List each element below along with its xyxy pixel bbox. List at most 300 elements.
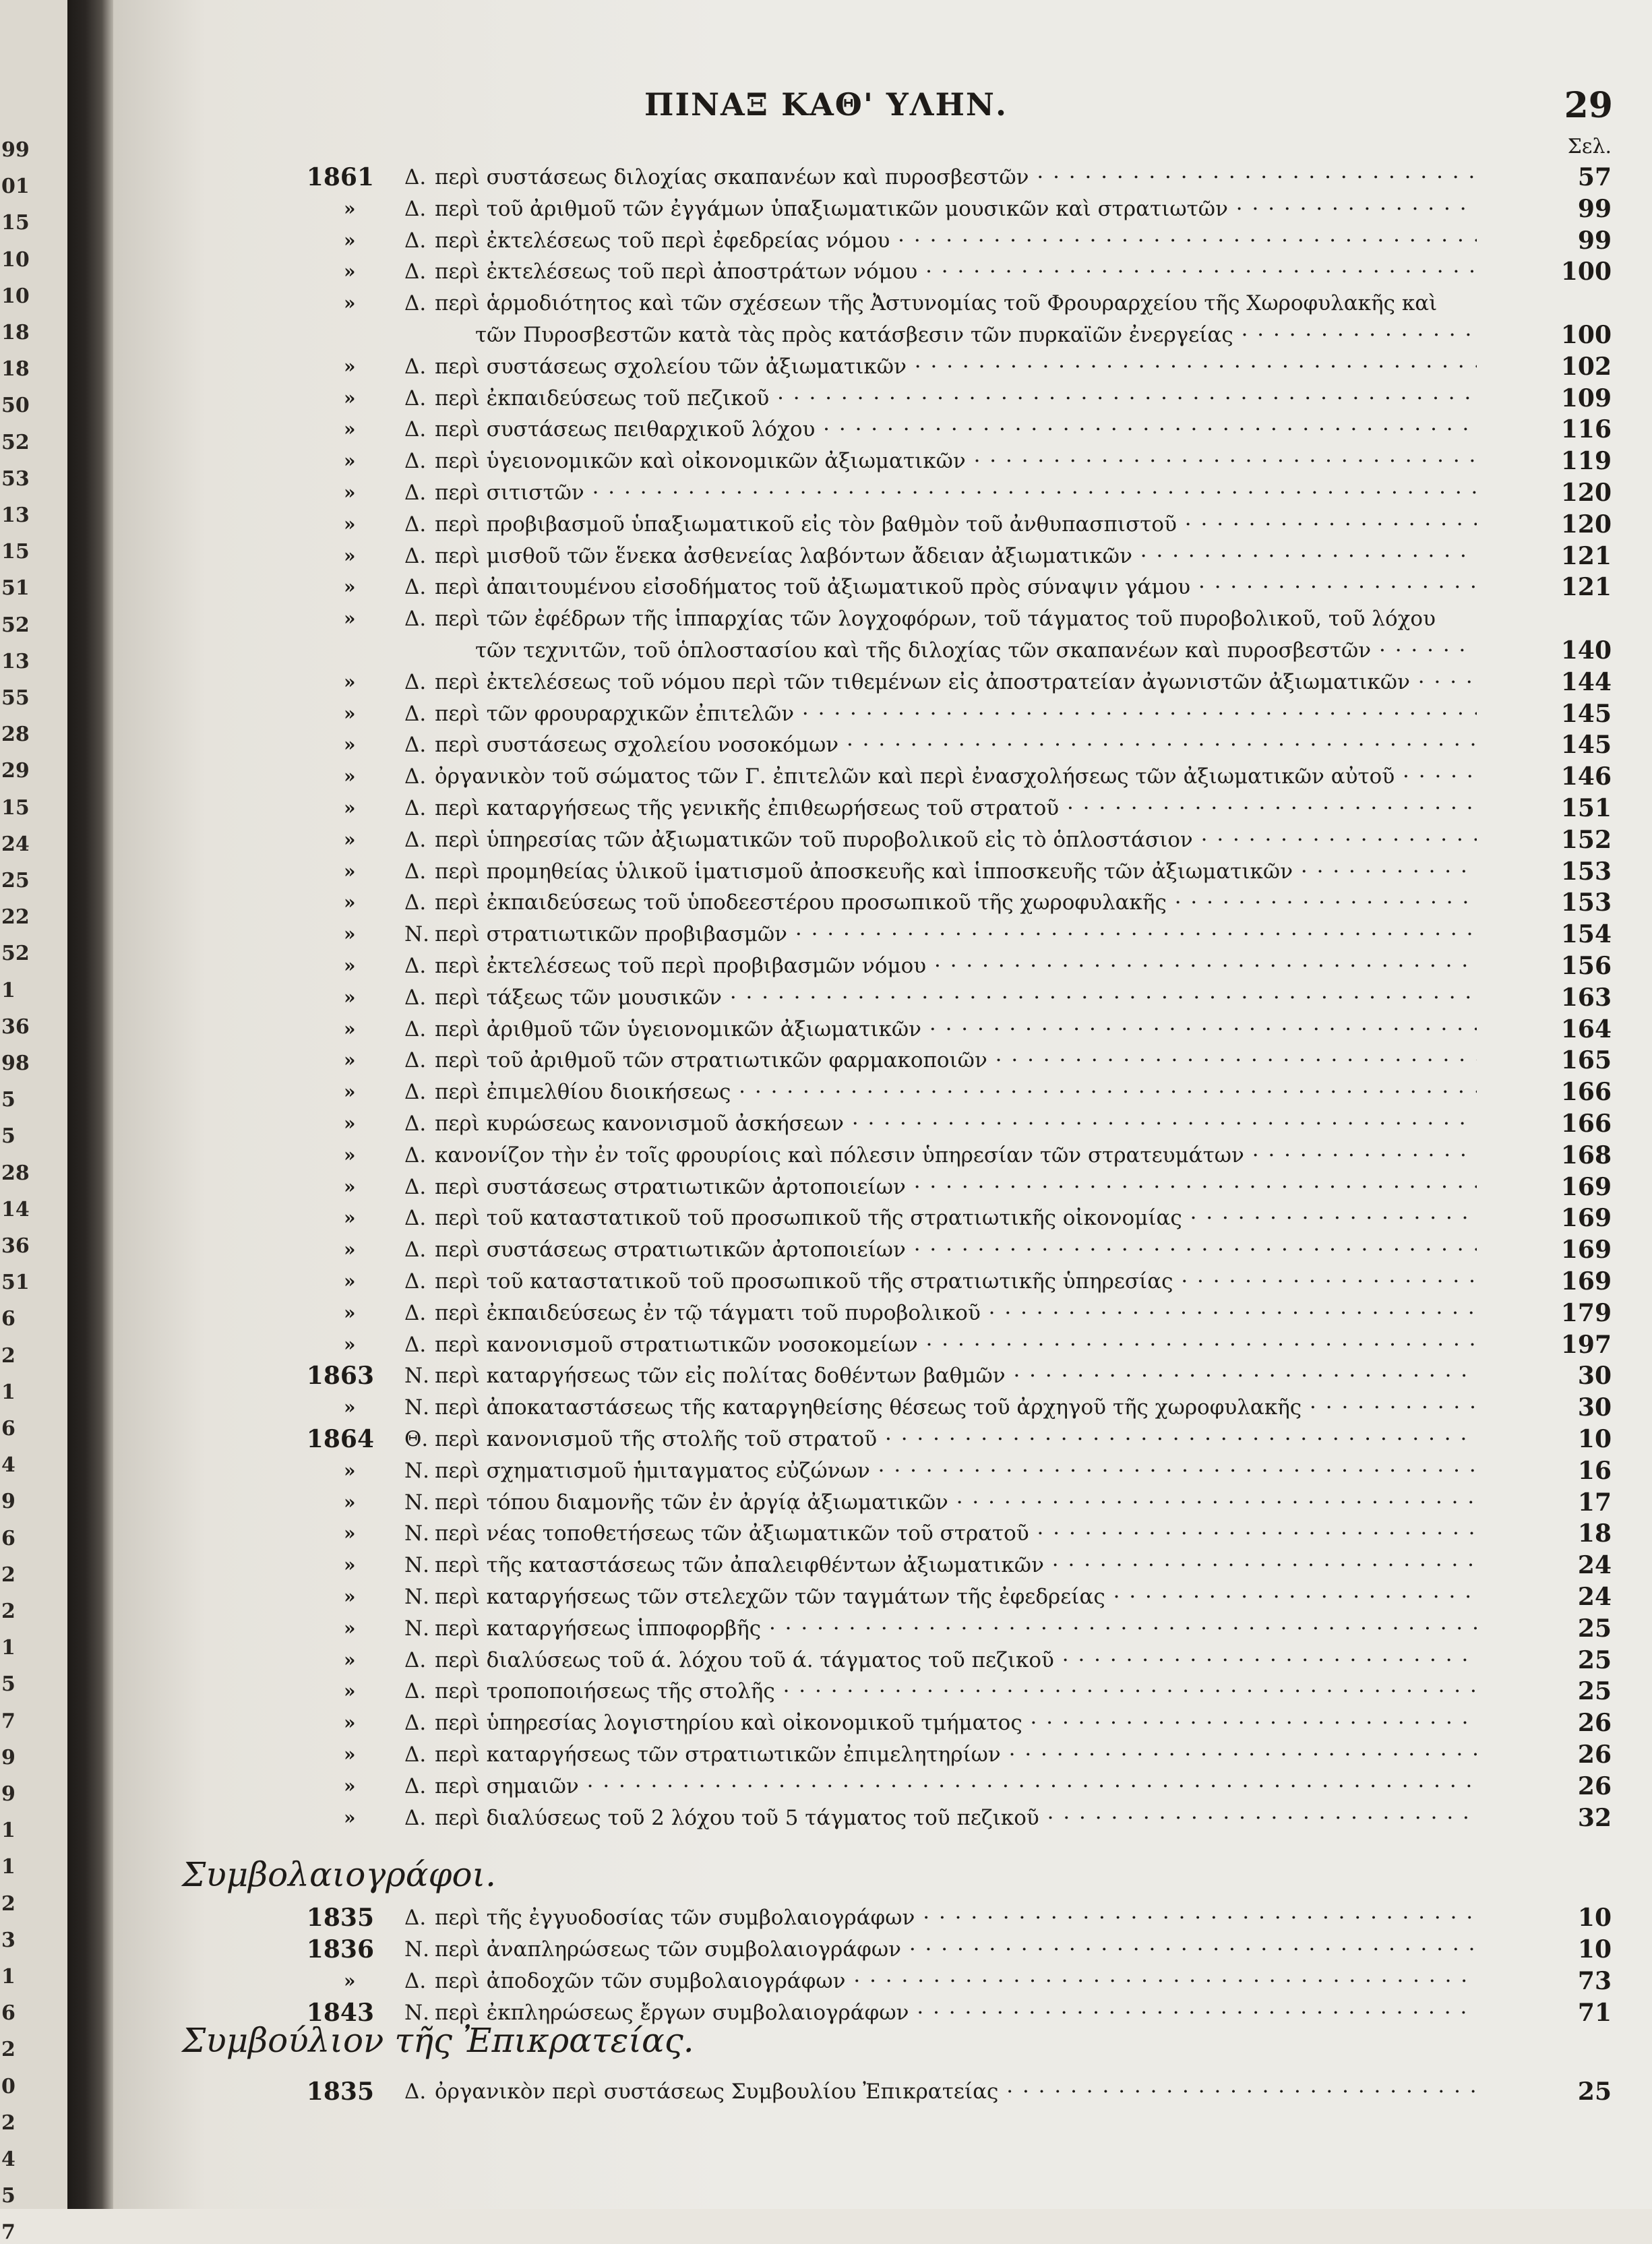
- entry-page: 26: [1577, 1771, 1612, 1800]
- entry-page: 25: [1577, 1677, 1612, 1706]
- margin-number: 13: [1, 504, 30, 527]
- entry-description: περὶ τοῦ ἀριθμοῦ τῶν ἐγγάμων ὑπαξιωματικῶν μουσικῶν καὶ στρατιωτῶν · · ·: [435, 193, 1477, 224]
- entry-description: περὶ συστάσεως σχολείου νοσοκόμων · · ·: [435, 729, 1477, 760]
- ditto-mark: »: [344, 1743, 356, 1765]
- margin-number: 1: [1, 1380, 16, 1404]
- entry-description: περὶ ὑπηρεσίας λογιστηρίου καὶ οἰκονομικοῦ τμήματος · · ·: [435, 1707, 1477, 1738]
- index-entry: [0, 2076, 1652, 2107]
- entry-page: 151: [1560, 794, 1612, 822]
- entry-description: περὶ τάξεως τῶν μουσικῶν · · ·: [435, 982, 1477, 1013]
- ditto-mark: »: [344, 1522, 356, 1545]
- index-entry: [0, 603, 1652, 634]
- index-entry: [0, 1108, 1652, 1139]
- index-entry: [0, 1707, 1652, 1738]
- act-type: Δ.: [404, 196, 427, 221]
- ditto-mark: »: [344, 797, 356, 819]
- index-entry: [0, 162, 1652, 193]
- entry-description: περὶ ἐκτελέσεως τοῦ περὶ προβιβασμῶν νόμου · · ·: [435, 950, 1477, 981]
- entry-description: περὶ μισθοῦ τῶν ἕνεκα ἀσθενείας λαβόντων ἄδειαν ἀξιωματικῶν · · ·: [435, 541, 1477, 572]
- index-entry: [0, 1360, 1652, 1391]
- ditto-mark: »: [344, 1806, 356, 1829]
- margin-number: 29: [1, 759, 30, 783]
- index-entry: [0, 667, 1652, 698]
- entry-description: περὶ ἐκπληρώσεως ἔργων συμβολαιογράφων · · ·: [435, 1997, 1477, 2028]
- entry-description: περὶ ἀπαιτουμένου εἰσοδήματος τοῦ ἀξιωματικοῦ πρὸς σύναψιν γάμου · · ·: [435, 572, 1477, 603]
- entry-description: ὀργανικὸν τοῦ σώματος τῶν Γ. ἐπιτελῶν καὶ περὶ ἐνασχολήσεως τῶν ἀξιωματικῶν αὐτοῦ · · ·: [435, 761, 1477, 792]
- entry-year: 1863: [306, 1362, 374, 1391]
- act-type: Δ.: [404, 354, 427, 379]
- entry-description: περὶ ἐκπαιδεύσεως τοῦ πεζικοῦ · · ·: [435, 383, 1477, 414]
- entry-description: περὶ στρατιωτικῶν προβιβασμῶν · · ·: [435, 919, 1477, 950]
- act-type: Δ.: [404, 1805, 427, 1830]
- entry-page: 10: [1577, 1425, 1612, 1453]
- index-entry: [0, 761, 1652, 792]
- margin-number: 9: [1, 1782, 16, 1806]
- entry-description: περὶ καταργήσεως ἱπποφορβῆς · · ·: [435, 1613, 1477, 1644]
- entry-page: 169: [1560, 1236, 1612, 1265]
- index-entry: [0, 1203, 1652, 1234]
- entry-page: 99: [1577, 194, 1612, 223]
- index-entry: [0, 1329, 1652, 1360]
- entry-page: 179: [1560, 1298, 1612, 1327]
- ditto-mark: »: [344, 607, 356, 630]
- entry-description: περὶ κανονισμοῦ τῆς στολῆς τοῦ στρατοῦ · · ·: [435, 1424, 1477, 1455]
- index-entry: [0, 414, 1652, 445]
- entry-page: 145: [1560, 731, 1612, 760]
- entry-description: περὶ ἁρμοδιότητος καὶ τῶν σχέσεων τῆς Ἀστυνομίας τοῦ Φρουραρχείου τῆς Χωροφυλακῆς καὶ: [435, 291, 1438, 316]
- entry-description: περὶ ἐκτελέσεως τοῦ περὶ ἀποστράτων νόμου · · ·: [435, 256, 1477, 287]
- entry-page: 116: [1560, 415, 1612, 444]
- act-type: Δ.: [404, 1017, 427, 1041]
- act-type: Δ.: [404, 543, 427, 568]
- entry-page: 144: [1560, 667, 1612, 696]
- index-entry: [0, 729, 1652, 760]
- entry-page: 169: [1560, 1204, 1612, 1233]
- page-number: 29: [1564, 85, 1613, 126]
- act-type: Δ.: [404, 1112, 427, 1136]
- entry-description: περὶ ἐκτελέσεως τοῦ περὶ ἐφεδρείας νόμου · · ·: [435, 225, 1477, 256]
- index-entry: [0, 572, 1652, 603]
- entry-description: περὶ σημαιῶν · · ·: [435, 1771, 1477, 1802]
- margin-number: 7: [1, 2220, 16, 2244]
- entry-description: περὶ διαλύσεως τοῦ 2 λόχου τοῦ 5 τάγματος τοῦ πεζικοῦ · · ·: [435, 1802, 1477, 1833]
- entry-description: ὀργανικὸν περὶ συστάσεως Συμβουλίου Ἐπικρατείας · · ·: [435, 2076, 1477, 2107]
- entry-description: περὶ τοῦ καταστατικοῦ τοῦ προσωπικοῦ τῆς στρατιωτικῆς οἰκονομίας · · ·: [435, 1203, 1477, 1234]
- entry-page: 109: [1560, 384, 1612, 413]
- index-entry: [0, 824, 1652, 855]
- margin-number: 22: [1, 905, 30, 930]
- margin-number: 52: [1, 613, 30, 637]
- index-entry: [0, 1045, 1652, 1076]
- ditto-mark: »: [344, 1711, 356, 1734]
- index-entry: [0, 256, 1652, 287]
- entry-page: 140: [1560, 636, 1612, 665]
- index-entry: [0, 919, 1652, 950]
- entry-description: περὶ ἀναπληρώσεως τῶν συμβολαιογράφων · · ·: [435, 1934, 1477, 1965]
- act-type: Δ.: [404, 859, 427, 884]
- margin-number: 6: [1, 1307, 16, 1331]
- index-entry: [0, 793, 1652, 824]
- entry-description: κανονίζον τὴν ἐν τοῖς φρουρίοις καὶ πόλεσιν ὑπηρεσίαν τῶν στρατευμάτων · · ·: [435, 1140, 1477, 1171]
- entry-page: 24: [1577, 1551, 1612, 1580]
- act-type: Δ.: [404, 954, 427, 978]
- index-entry: [0, 1771, 1652, 1802]
- index-entry: [0, 288, 1652, 319]
- index-entry: [0, 541, 1652, 572]
- ditto-mark: »: [344, 1207, 356, 1230]
- act-type: Δ.: [404, 449, 427, 474]
- act-type: Δ.: [404, 701, 427, 726]
- margin-number: 99: [1, 138, 30, 162]
- ditto-mark: »: [344, 1112, 356, 1134]
- entry-description: περὶ καταργήσεως τῶν στελεχῶν τῶν ταγμάτων τῆς ἐφεδρείας · · ·: [435, 1581, 1477, 1612]
- index-entry: [0, 1902, 1652, 1933]
- entry-page: 169: [1560, 1172, 1612, 1201]
- entry-description: περὶ καταργήσεως τῆς γενικῆς ἐπιθεωρήσεως τοῦ στρατοῦ · · ·: [435, 793, 1477, 824]
- ditto-mark: »: [344, 1774, 356, 1797]
- entry-page: 25: [1577, 2078, 1612, 2106]
- entry-description: περὶ προβιβασμοῦ ὑπαξιωματικοῦ εἰς τὸν βαθμὸν τοῦ ἀνθυπασπιστοῦ · · ·: [435, 509, 1477, 540]
- index-entry: [0, 635, 1652, 666]
- entry-description: περὶ τῆς ἐγγυοδοσίας τῶν συμβολαιογράφων · · ·: [435, 1902, 1477, 1933]
- entry-page: 166: [1560, 1110, 1612, 1138]
- index-entry: [0, 193, 1652, 224]
- margin-number: 2: [1, 1563, 16, 1587]
- entry-page: 153: [1560, 857, 1612, 886]
- margin-number: 5: [1, 1672, 16, 1697]
- entry-description: τῶν Πυροσβεστῶν κατὰ τὰς πρὸς κατάσβεσιν τῶν πυρκαϊῶν ἐνεργείας · · ·: [475, 320, 1477, 351]
- margin-number: 3: [1, 1928, 16, 1952]
- entry-page: 73: [1577, 1967, 1612, 1995]
- entry-description: περὶ ἀποδοχῶν τῶν συμβολαιογράφων · · ·: [435, 1966, 1477, 1997]
- act-type: Δ.: [404, 890, 427, 915]
- margin-number: 6: [1, 1526, 16, 1550]
- ditto-mark: »: [344, 1081, 356, 1103]
- ditto-mark: »: [344, 481, 356, 504]
- entry-year: 1843: [306, 1999, 374, 2027]
- ditto-mark: »: [344, 828, 356, 851]
- ditto-mark: »: [344, 1616, 356, 1639]
- section-heading: Συμβολαιογράφοι.: [182, 1855, 497, 1894]
- entry-page: 102: [1560, 352, 1612, 381]
- entry-page: 120: [1560, 510, 1612, 539]
- act-type: Θ.: [404, 1427, 429, 1451]
- index-entry: [0, 1550, 1652, 1581]
- entry-description: περὶ τῆς καταστάσεως τῶν ἀπαλειφθέντων ἀξιωματικῶν · · ·: [435, 1550, 1477, 1581]
- index-entry: [0, 1298, 1652, 1329]
- entry-page: 121: [1560, 573, 1612, 602]
- entry-page: 57: [1577, 163, 1612, 191]
- entry-page: 25: [1577, 1645, 1612, 1674]
- margin-number: 24: [1, 832, 30, 856]
- entry-description: περὶ τοῦ καταστατικοῦ τοῦ προσωπικοῦ τῆς στρατιωτικῆς ὑπηρεσίας · · ·: [435, 1266, 1477, 1297]
- act-type: Δ.: [404, 2080, 427, 2104]
- entry-description: περὶ καταργήσεως τῶν εἰς πολίτας δοθέντων βαθμῶν · · ·: [435, 1360, 1477, 1391]
- index-entry: [0, 950, 1652, 981]
- margin-number: 15: [1, 795, 30, 820]
- index-entry: [0, 1487, 1652, 1518]
- act-type: Δ.: [404, 607, 427, 632]
- entry-description: περὶ συστάσεως διλοχίας σκαπανέων καὶ πυροσβεστῶν · · ·: [435, 162, 1477, 193]
- ditto-mark: »: [344, 954, 356, 977]
- margin-number: 5: [1, 1124, 16, 1149]
- act-type: Ν.: [404, 2001, 429, 2025]
- ditto-mark: »: [344, 985, 356, 1008]
- margin-number: 15: [1, 540, 30, 564]
- margin-number: 1: [1, 1855, 16, 1879]
- entry-page: 30: [1577, 1393, 1612, 1422]
- index-entry: [0, 1076, 1652, 1108]
- act-type: Ν.: [404, 1585, 429, 1609]
- act-type: Δ.: [404, 417, 427, 442]
- margin-number: 4: [1, 2148, 16, 2171]
- index-entry: [0, 1455, 1652, 1486]
- ditto-mark: »: [344, 1970, 356, 1992]
- entry-page: 166: [1560, 1078, 1612, 1107]
- entry-description: περὶ ὑγειονομικῶν καὶ οἰκονομικῶν ἀξιωματικῶν · · ·: [435, 446, 1477, 477]
- index-entry: [0, 698, 1652, 729]
- act-type: Δ.: [404, 1048, 427, 1073]
- entry-description: περὶ ἀποκαταστάσεως τῆς καταργηθείσης θέσεως τοῦ ἀρχηγοῦ τῆς χωροφυλακῆς · · ·: [435, 1392, 1477, 1423]
- entry-page: 121: [1560, 541, 1612, 570]
- entry-description: περὶ προμηθείας ὑλικοῦ ἱματισμοῦ ἀποσκευῆς καὶ ἱπποσκευῆς τῶν ἀξιωματικῶν · · ·: [435, 856, 1477, 887]
- act-type: Δ.: [404, 1143, 427, 1168]
- ditto-mark: »: [344, 1396, 356, 1419]
- entry-description: περὶ ἐκπαιδεύσεως ἐν τῷ τάγματι τοῦ πυροβολικοῦ · · ·: [435, 1298, 1477, 1329]
- margin-number: 51: [1, 1271, 30, 1295]
- entry-page: 99: [1577, 226, 1612, 255]
- entry-page: 119: [1560, 447, 1612, 476]
- margin-number: 15: [1, 211, 30, 235]
- margin-number: 50: [1, 394, 30, 418]
- entry-page: 10: [1577, 1904, 1612, 1932]
- ditto-mark: »: [344, 576, 356, 599]
- ditto-mark: »: [344, 1333, 356, 1356]
- entry-page: 164: [1560, 1014, 1612, 1043]
- ditto-mark: »: [344, 859, 356, 882]
- ditto-mark: »: [344, 1648, 356, 1671]
- margin-number: 0: [1, 2074, 16, 2098]
- margin-number: 1: [1, 978, 16, 1002]
- ditto-mark: »: [344, 1490, 356, 1513]
- entry-page: 16: [1577, 1456, 1612, 1485]
- index-entry: [0, 1966, 1652, 1997]
- entry-year: 1861: [306, 163, 374, 191]
- act-type: Δ.: [404, 1647, 427, 1672]
- entry-year: 1864: [306, 1425, 374, 1453]
- index-entry: [0, 477, 1652, 508]
- index-entry: [0, 225, 1652, 256]
- ditto-mark: »: [344, 702, 356, 725]
- ditto-mark: »: [344, 1680, 356, 1703]
- entry-description: περὶ συστάσεως στρατιωτικῶν ἀρτοποιείων · · ·: [435, 1172, 1477, 1203]
- entry-description: περὶ καταργήσεως τῶν στρατιωτικῶν ἐπιμελητηρίων · · ·: [435, 1739, 1477, 1770]
- index-entry: [0, 982, 1652, 1013]
- act-type: Δ.: [404, 1711, 427, 1736]
- entry-page: 10: [1577, 1935, 1612, 1964]
- act-type: Δ.: [404, 1269, 427, 1294]
- entry-page: 197: [1560, 1330, 1612, 1359]
- ditto-mark: »: [344, 1301, 356, 1324]
- index-entry: [0, 887, 1652, 918]
- margin-number: 28: [1, 723, 30, 747]
- act-type: Δ.: [404, 1906, 427, 1930]
- act-type: Δ.: [404, 386, 427, 411]
- margin-number: 52: [1, 942, 30, 966]
- ditto-mark: »: [344, 197, 356, 220]
- ditto-mark: »: [344, 923, 356, 946]
- margin-number: 25: [1, 869, 30, 892]
- entry-page: 100: [1560, 321, 1612, 349]
- act-type: Δ.: [404, 228, 427, 253]
- act-type: Δ.: [404, 1080, 427, 1105]
- act-type: Δ.: [404, 1174, 427, 1199]
- act-type: Δ.: [404, 1773, 427, 1798]
- margin-number: 6: [1, 2001, 16, 2026]
- ditto-mark: »: [344, 733, 356, 756]
- margin-number: 5: [1, 2184, 16, 2208]
- entry-description: περὶ τῶν φρουραρχικῶν ἐπιτελῶν · · ·: [435, 698, 1477, 729]
- act-type: Ν.: [404, 1553, 429, 1578]
- entry-page: 168: [1560, 1141, 1612, 1170]
- index-entry: [0, 1518, 1652, 1549]
- margin-number: 1: [1, 1636, 16, 1660]
- margin-number: 36: [1, 1234, 30, 1258]
- act-type: Δ.: [404, 1238, 427, 1263]
- margin-number: 1: [1, 1965, 16, 1989]
- ditto-mark: »: [344, 544, 356, 567]
- margin-number: 53: [1, 466, 30, 491]
- index-entry: [0, 1172, 1652, 1203]
- entry-page: 120: [1560, 479, 1612, 507]
- ditto-mark: »: [344, 1143, 356, 1166]
- entry-page: 71: [1577, 1999, 1612, 2027]
- act-type: Δ.: [404, 796, 427, 820]
- ditto-mark: »: [344, 1554, 356, 1577]
- index-entry: [0, 1676, 1652, 1707]
- index-entry: [0, 351, 1652, 382]
- act-type: Δ.: [404, 669, 427, 694]
- act-type: Δ.: [404, 985, 427, 1010]
- margin-number: 9: [1, 1490, 16, 1514]
- page-title: ΠΙΝΑΞ ΚΑΘ' ΥΛΗΝ.: [644, 86, 1008, 123]
- entry-description: περὶ νέας τοποθετήσεως τῶν ἀξιωματικῶν τοῦ στρατοῦ · · ·: [435, 1518, 1477, 1549]
- margin-number: 36: [1, 1014, 30, 1039]
- entry-page: 152: [1560, 825, 1612, 854]
- index-entry: [0, 1613, 1652, 1644]
- entry-page: 24: [1577, 1583, 1612, 1611]
- entry-page: 165: [1560, 1046, 1612, 1075]
- margin-number: 28: [1, 1161, 30, 1185]
- entry-page: 100: [1560, 257, 1612, 286]
- ditto-mark: »: [344, 355, 356, 377]
- entry-description: περὶ σιτιστῶν · · ·: [435, 477, 1477, 508]
- margin-number: 98: [1, 1052, 30, 1075]
- entry-description: τῶν τεχνιτῶν, τοῦ ὁπλοστασίου καὶ τῆς διλοχίας τῶν σκαπανέων καὶ πυροσβεστῶν · · ·: [475, 635, 1477, 666]
- ditto-mark: »: [344, 512, 356, 535]
- ditto-mark: »: [344, 1270, 356, 1292]
- ditto-mark: »: [344, 418, 356, 441]
- act-type: Δ.: [404, 1969, 427, 1993]
- margin-number: 2: [1, 1891, 16, 1916]
- margin-number: 10: [1, 284, 30, 308]
- section-heading: Συμβούλιον τῆς Ἐπικρατείας.: [182, 2021, 694, 2060]
- entry-description: περὶ διαλύσεως τοῦ ά. λόχου τοῦ ά. τάγματος τοῦ πεζικοῦ · · ·: [435, 1645, 1477, 1676]
- entry-page: 17: [1577, 1488, 1612, 1517]
- act-type: Ν.: [404, 1521, 429, 1546]
- act-type: Δ.: [404, 827, 427, 852]
- margin-number: 01: [1, 175, 30, 199]
- margin-number: 2: [1, 2038, 16, 2062]
- ditto-mark: »: [344, 1017, 356, 1040]
- index-entry: [0, 446, 1652, 477]
- entry-year: 1836: [306, 1935, 374, 1964]
- entry-page: 169: [1560, 1267, 1612, 1296]
- entry-description: περὶ ἐκπαιδεύσεως τοῦ ὑποδεεστέρου προσωπικοῦ τῆς χωροφυλακῆς · · ·: [435, 887, 1477, 918]
- entry-page: 156: [1560, 952, 1612, 980]
- margin-number: 5: [1, 1088, 16, 1112]
- entry-page: 18: [1577, 1519, 1612, 1548]
- act-type: Ν.: [404, 1616, 429, 1641]
- margin-number: 2: [1, 2111, 16, 2135]
- index-entry: [0, 1739, 1652, 1770]
- index-entry: [0, 1266, 1652, 1297]
- index-entry: [0, 1581, 1652, 1612]
- entry-description: περὶ συστάσεως σχολείου τῶν ἀξιωματικῶν · · ·: [435, 351, 1477, 382]
- entry-page: 154: [1560, 920, 1612, 949]
- entry-description: περὶ ὑπηρεσίας τῶν ἀξιωματικῶν τοῦ πυροβολικοῦ εἰς τὸ ὁπλοστάσιον · · ·: [435, 824, 1477, 855]
- entry-description: περὶ ἐπιμελθίου διοικήσεως · · ·: [435, 1076, 1477, 1108]
- entry-description: περὶ τοῦ ἀριθμοῦ τῶν στρατιωτικῶν φαρμακοποιῶν · · ·: [435, 1045, 1477, 1076]
- entry-page: 26: [1577, 1709, 1612, 1738]
- ditto-mark: »: [344, 1585, 356, 1608]
- margin-number: 9: [1, 1745, 16, 1769]
- index-entry: [0, 509, 1652, 540]
- margin-number: 6: [1, 1417, 16, 1441]
- index-entry: [0, 1645, 1652, 1676]
- entry-description: περὶ τροποποιήσεως τῆς στολῆς · · ·: [435, 1676, 1477, 1707]
- entry-description: περὶ κανονισμοῦ στρατιωτικῶν νοσοκομείων · · ·: [435, 1329, 1477, 1360]
- margin-number: 51: [1, 576, 30, 601]
- act-type: Ν.: [404, 1395, 429, 1420]
- entry-page: 153: [1560, 888, 1612, 917]
- margin-number: 10: [1, 247, 30, 272]
- entry-description: περὶ σχηματισμοῦ ἡμιταγματος εὐζώνων · · ·: [435, 1455, 1477, 1486]
- act-type: Ν.: [404, 922, 429, 947]
- entry-page: 30: [1577, 1362, 1612, 1391]
- entry-page: 32: [1577, 1803, 1612, 1832]
- margin-number: 7: [1, 1709, 16, 1733]
- entry-description: περὶ συστάσεως πειθαρχικοῦ λόχου · · ·: [435, 414, 1477, 445]
- ditto-mark: »: [344, 260, 356, 283]
- act-type: Ν.: [404, 1364, 429, 1389]
- ditto-mark: »: [344, 1175, 356, 1198]
- margin-number: 13: [1, 649, 30, 673]
- margin-number: 52: [1, 430, 30, 454]
- ditto-mark: »: [344, 765, 356, 788]
- act-type: Δ.: [404, 733, 427, 758]
- margin-number: 4: [1, 1453, 16, 1478]
- index-entry: [0, 1140, 1652, 1171]
- index-entry: [0, 1234, 1652, 1265]
- act-type: Δ.: [404, 512, 427, 537]
- entry-page: 26: [1577, 1740, 1612, 1769]
- act-type: Ν.: [404, 1490, 429, 1515]
- ditto-mark: »: [344, 1238, 356, 1261]
- margin-number: 1: [1, 1819, 16, 1843]
- act-type: Δ.: [404, 481, 427, 505]
- ditto-mark: »: [344, 386, 356, 409]
